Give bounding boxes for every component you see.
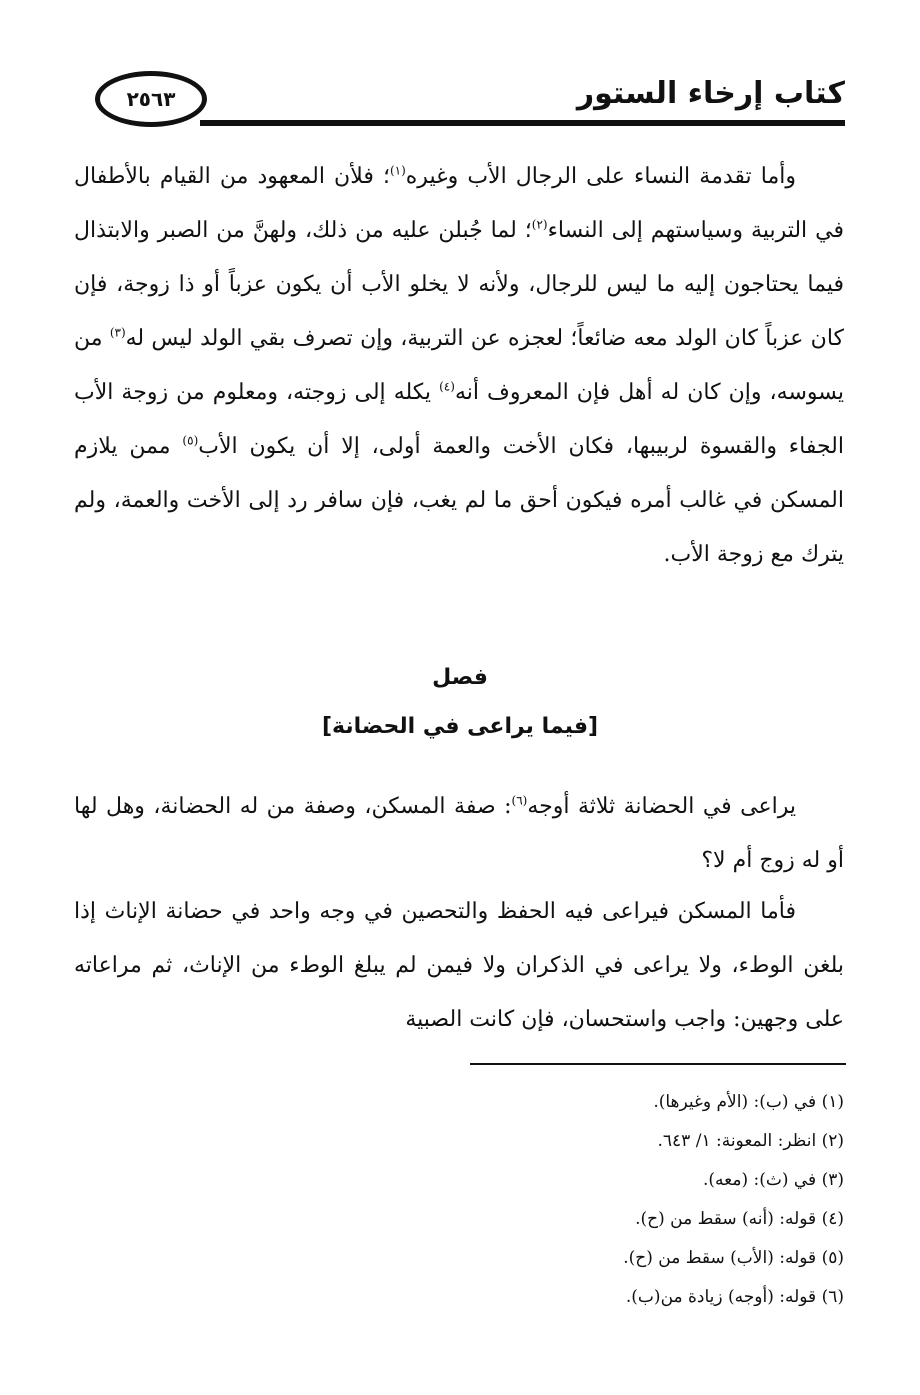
section-subheading: [فيما يراعى في الحضانة]: [321, 714, 599, 739]
footnote-item: (١) في (ب): (الأم وغيرها).: [653, 1092, 844, 1112]
header-rule: [200, 120, 845, 126]
section-heading: فصل: [432, 665, 488, 690]
text-span: وأما تقدمة النساء على الرجال الأب وغيره: [405, 164, 796, 189]
footnote-item: (٢) انظر: المعونة: ١/ ٦٤٣.: [657, 1131, 844, 1151]
text-span: ؛ لما جُبلن عليه من ذلك، ولهنَّ من الصبر والابتذال فيما يحتاجون إليه ما ليس للرجال، ولأنه لا يخلو الأب أن يكون عزباً أو ذا زوجة، فإن كان عزباً كان الولد معه ضائعاً؛ لعجزه عن التربية، وإن تصرف بقي الولد ليس له: [74, 218, 844, 351]
page-number: ٢٥٦٣: [126, 87, 176, 111]
footnote-ref: (١): [389, 163, 406, 178]
footnote-ref: (٣): [109, 325, 126, 340]
text-span: ؛ فلأن المعهود من القيام بالأطفال في التربية وسياستهم إلى النساء: [74, 164, 844, 243]
page-number-oval: [95, 71, 207, 127]
text-span: يراعى في الحضانة ثلاثة أوجه: [527, 794, 796, 819]
footnote-ref: (٢): [531, 217, 548, 232]
text-span: يكله إلى زوجته، ومعلوم من زوجة الأب الجفاء والقسوة لربيبها، فكان الأخت والعمة أولى، إلا أن يكون الأب: [74, 380, 844, 459]
paragraph-dwelling: فأما المسكن فيراعى فيه الحفظ والتحصين في وجه واحد في حضانة الإناث إذا بلغن الوطء، ولا يراعى في الذكران ولا فيمن لم يبلغ الوطء من الإناث، ثم مراعاته على وجهين: واجب واستحسان، فإن كانت الصبية: [74, 899, 844, 1032]
footnote-item: (٤) قوله: (أنه) سقط من (ح).: [635, 1209, 844, 1229]
text-span: : صفة المسكن، وصفة من له الحضانة، وهل لها أو له زوج أم لا؟: [74, 794, 844, 873]
footnote-ref: (٥): [182, 433, 199, 448]
footnote-item: (٥) قوله: (الأب) سقط من (ح).: [623, 1248, 844, 1268]
footnote-ref: (٤): [439, 379, 455, 394]
paragraph-custody-order: [74, 150, 844, 582]
page-header: [95, 68, 845, 133]
footnote-item: (٣) في (ث): (معه).: [702, 1170, 844, 1190]
footnotes-list: [74, 1083, 844, 1317]
book-title: كتاب إرخاء الستور: [576, 76, 845, 111]
footnote-divider: [470, 1063, 846, 1065]
text-span: ممن يلازم المسكن في غالب أمره فيكون أحق ما لم يغب، فإن سافر رد إلى الأخت والعمة، ولم يترك مع زوجة الأب.: [74, 434, 844, 567]
paragraph-custody-aspects: [74, 780, 844, 888]
footnote-item: (٦) قوله: (أوجه) زيادة من(ب).: [625, 1287, 844, 1307]
text-span: من يسوسه، وإن كان له أهل فإن المعروف أنه: [74, 326, 844, 405]
footnote-ref: (٦): [511, 793, 528, 808]
